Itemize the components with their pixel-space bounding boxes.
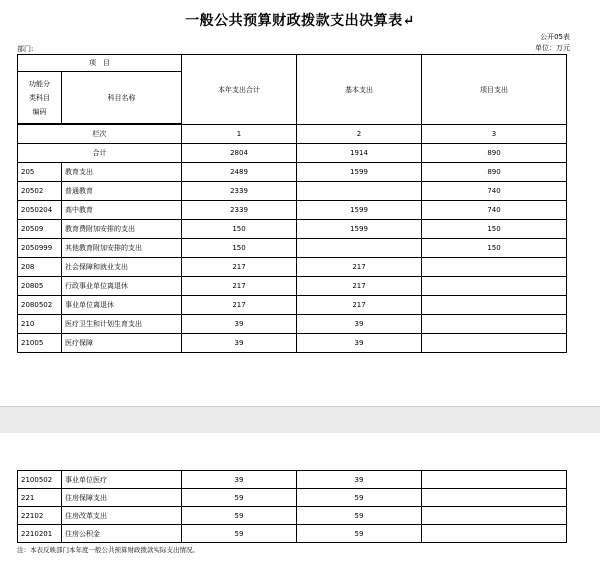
row-subject-name: 教育费附加安排的支出 <box>62 220 182 239</box>
row-basic: 39 <box>297 471 422 489</box>
row-subject-name: 住房改革支出 <box>62 507 182 525</box>
table-row <box>18 334 567 353</box>
row-code: 20502 <box>18 182 62 201</box>
row-total: 217 <box>182 277 297 296</box>
row-basic: 59 <box>297 525 422 543</box>
row-code: 2100502 <box>18 471 62 489</box>
row-basic: 39 <box>297 315 422 334</box>
table-row <box>18 201 567 220</box>
row-project <box>422 296 567 315</box>
row-code: 205 <box>18 163 62 182</box>
table-row <box>18 220 567 239</box>
row-subject-name: 医疗卫生和计划生育支出 <box>62 315 182 334</box>
row-project: 740 <box>422 182 567 201</box>
footnote: 注：本表反映部门本年度一般公共预算财政拨款实际支出情况。 <box>17 546 199 554</box>
row-total: 59 <box>182 507 297 525</box>
row-project <box>422 334 567 353</box>
row-code: 2080502 <box>18 296 62 315</box>
table-row <box>18 182 567 201</box>
row-project: 890 <box>422 163 567 182</box>
row-project <box>422 277 567 296</box>
row-total: 39 <box>182 334 297 353</box>
document-page-2 <box>0 433 600 563</box>
row-total: 150 <box>182 239 297 258</box>
row-total: 59 <box>182 525 297 543</box>
total-row-label: 合计 <box>18 144 182 163</box>
row-code: 221 <box>18 489 62 507</box>
row-subject-name: 住房公积金 <box>62 525 182 543</box>
row-basic: 217 <box>297 258 422 277</box>
row-subject-name: 普通教育 <box>62 182 182 201</box>
row-total: 59 <box>182 489 297 507</box>
row-subject-name: 其他教育附加安排的支出 <box>62 239 182 258</box>
table-row <box>18 296 567 315</box>
table-row <box>18 507 567 525</box>
row-code: 2050204 <box>18 201 62 220</box>
row-project <box>422 471 567 489</box>
row-code: 2210201 <box>18 525 62 543</box>
column-3: 3 <box>422 125 567 144</box>
column-row-label: 栏次 <box>18 125 182 144</box>
total-row-total: 2804 <box>182 144 297 163</box>
header-func-code <box>18 72 62 124</box>
row-subject-name: 社会保障和就业支出 <box>62 258 182 277</box>
row-code: 210 <box>18 315 62 334</box>
row-total: 39 <box>182 471 297 489</box>
row-code: 22102 <box>18 507 62 525</box>
column-2: 2 <box>297 125 422 144</box>
row-basic: 1599 <box>297 201 422 220</box>
table-row <box>18 258 567 277</box>
row-total: 2489 <box>182 163 297 182</box>
header-func-code-line2: 类科目 <box>29 93 50 102</box>
header-func-code-line1: 功能分 <box>29 79 50 88</box>
row-subject-name: 事业单位医疗 <box>62 471 182 489</box>
row-basic: 1599 <box>297 163 422 182</box>
row-subject-name: 高中教育 <box>62 201 182 220</box>
row-total: 2339 <box>182 201 297 220</box>
form-number: 公开05表 <box>540 33 570 41</box>
row-basic: 217 <box>297 296 422 315</box>
column-1: 1 <box>182 125 297 144</box>
document-title: 一般公共预算财政拨款支出决算表↵ <box>185 13 415 29</box>
header-item: 项 目 <box>18 55 182 72</box>
row-code: 20509 <box>18 220 62 239</box>
total-row-project: 890 <box>422 144 567 163</box>
row-basic <box>297 182 422 201</box>
header-basic: 基本支出 <box>297 55 422 125</box>
row-subject-name: 事业单位离退休 <box>62 296 182 315</box>
row-basic: 217 <box>297 277 422 296</box>
row-code: 2050999 <box>18 239 62 258</box>
row-project: 150 <box>422 239 567 258</box>
table-row <box>18 315 567 334</box>
row-project: 740 <box>422 201 567 220</box>
row-subject-name: 住房保障支出 <box>62 489 182 507</box>
row-code: 208 <box>18 258 62 277</box>
header-total: 本年支出合计 <box>182 55 297 125</box>
department-label: 部门: <box>17 45 34 53</box>
row-total: 150 <box>182 220 297 239</box>
row-project: 150 <box>422 220 567 239</box>
row-basic: 59 <box>297 489 422 507</box>
expenditure-table-continued <box>17 470 567 543</box>
row-subject-name: 教育支出 <box>62 163 182 182</box>
row-project <box>422 525 567 543</box>
total-row-basic: 1914 <box>297 144 422 163</box>
row-basic: 59 <box>297 507 422 525</box>
row-code: 21005 <box>18 334 62 353</box>
row-subject-name: 行政事业单位离退休 <box>62 277 182 296</box>
row-subject-name: 医疗保障 <box>62 334 182 353</box>
table-row <box>18 277 567 296</box>
table-row <box>18 239 567 258</box>
row-project <box>422 258 567 277</box>
row-project <box>422 507 567 525</box>
row-code: 20805 <box>18 277 62 296</box>
table-row <box>18 489 567 507</box>
row-total: 39 <box>182 315 297 334</box>
expenditure-table <box>17 54 567 353</box>
row-total: 217 <box>182 258 297 277</box>
row-basic <box>297 239 422 258</box>
table-row <box>18 471 567 489</box>
row-project <box>422 315 567 334</box>
row-total: 2339 <box>182 182 297 201</box>
header-project: 项目支出 <box>422 55 567 125</box>
table-row <box>18 163 567 182</box>
row-total: 217 <box>182 296 297 315</box>
header-subject-name: 科目名称 <box>62 72 182 124</box>
row-project <box>422 489 567 507</box>
row-basic: 1599 <box>297 220 422 239</box>
header-func-code-line3: 编码 <box>32 107 47 116</box>
table-row <box>18 525 567 543</box>
unit-label: 单位：万元 <box>535 44 570 52</box>
page-gap <box>0 406 600 434</box>
row-basic: 39 <box>297 334 422 353</box>
